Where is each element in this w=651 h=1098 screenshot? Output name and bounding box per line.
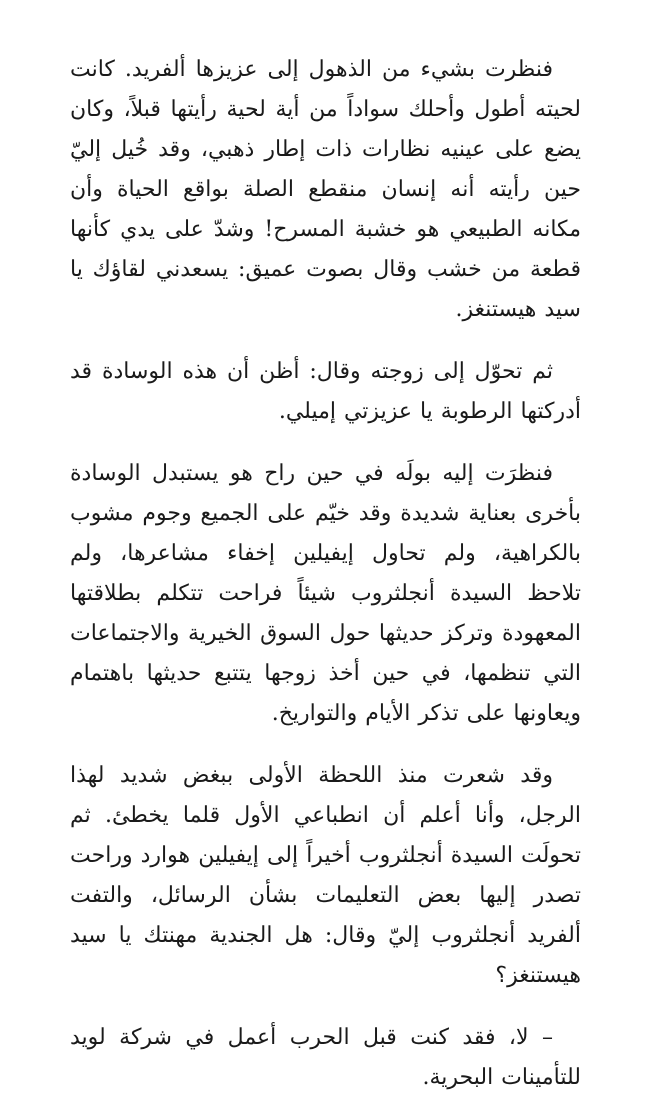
book-page — [70, 50, 581, 1090]
paragraph-2: ثم تحوّل إلى زوجته وقال: أظن أن هذه الوسادة قد أدركتها الرطوبة يا عزيزتي إميلي. — [70, 359, 581, 424]
paragraph-1: فنظرت بشيء من الذهول إلى عزيزها ألفريد. كانت لحيته أطول وأحلك سواداً من أية لحية رأيتها قبلاً، وكان يضع على عينيه نظارات ذات إطار ذهبي، وقد خُيل إليّ حين رأيته أنه إنسان منقطع الصلة بواقع الحياة وأن مكانه الطبيعي هو خشبة المسرح! وشدّ على يدي كأنها قطعة من خشب وقال بصوت عميق: يسعدني لقاؤك يا سيد هيستنغز. — [70, 57, 581, 322]
paragraph-4: وقد شعرت منذ اللحظة الأولى ببغض شديد لهذا الرجل، وأنا أعلم أن انطباعي الأول قلما يخطئ. ثم تحولَت السيدة أنجلثروب أخيراً إلى إيفيلين هوارد وراحت تصدر إليها بعض التعليمات بشأن الرسائل، والتفت ألفريد أنجلثروب إليّ وقال: هل الجندية مهنتك يا سيد هيستنغز؟ — [70, 763, 581, 988]
paragraph-3: فنظرَت إليه بولَه في حين راح هو يستبدل الوسادة بأخرى بعناية شديدة وقد خيّم على الجميع وجوم مشوب بالكراهية، ولم تحاول إيفيلين إخفاء مشاعرها، ولم تلاحظ السيدة أنجلثروب شيئاً فراحت تتكلم بطلاقتها المعهودة وتركز حديثها حول السوق الخيرية والاجتماعات التي تنظمها، في حين أخذ زوجها يتتبع حديثها باهتمام ويعاونها على تذكر الأيام والتواريخ. — [70, 461, 581, 726]
paragraph-5: – لا، فقد كنت قبل الحرب أعمل في شركة لويد للتأمينات البحرية. — [70, 1025, 581, 1090]
